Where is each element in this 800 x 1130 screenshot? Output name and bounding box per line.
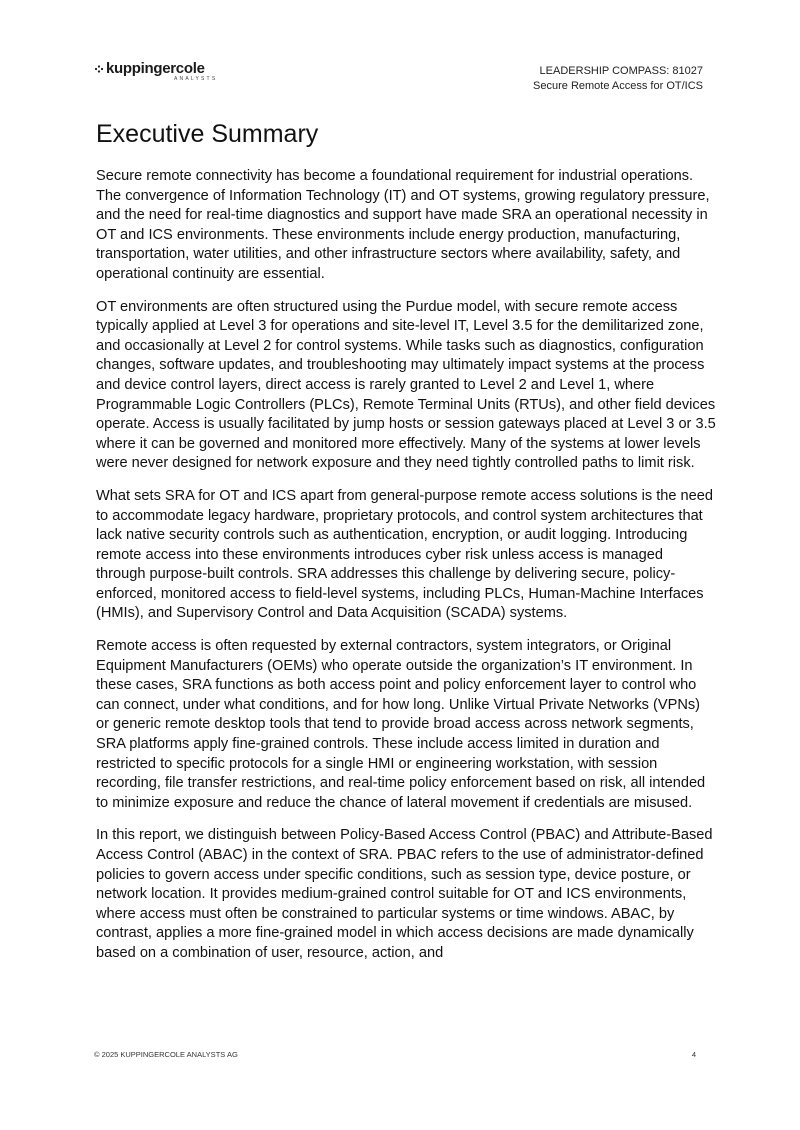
paragraph: In this report, we distinguish between Policy-Based Access Control (PBAC) and Attribute-Based Access Control (ABAC) in the context of SRA. PBAC refers to the use of administrator-defined policies to govern access under specific conditions, such as session type, device posture, or network location. It provides medium-grained control suitable for OT and ICS environments, where access must often be constrained to particular systems or time windows. ABAC, by contrast, applies a more fine-grained model in which access decisions are made dynamically based on a combination of user, resource, action, and: [96, 827, 713, 961]
paragraph: OT environments are often structured using the Purdue model, with secure remote access typically applied at Level 3 for operations and site-level IT, Level 3.5 for the demilitarized zone, and occasionally at Level 2 for control systems. While tasks such as diagnostics, configuration changes, software updates, and troubleshooting may ultimately impact systems at the process and device control layers, direct access is rarely granted to Level 2 and Level 1, where Programmable Logic Controllers (PLCs), Remote Terminal Units (RTUs), and other field devices operate. Access is usually facilitated by jump hosts or session gateways placed at Level 3 or 3.5 where it can be governed and monitored more effectively. Many of the systems at lower levels were never designed for network exposure and they need tightly controlled paths to limit risk.: [96, 298, 716, 472]
logo-subtext: ANALYSTS: [174, 76, 218, 82]
body-content: [96, 167, 716, 977]
company-logo: [94, 60, 234, 86]
document-header: [533, 64, 703, 94]
page-number: 4: [691, 1050, 696, 1059]
document-subtitle: Secure Remote Access for OT/ICS: [533, 80, 703, 92]
logo-brand: [94, 60, 205, 77]
document-id: LEADERSHIP COMPASS: 81027: [539, 65, 703, 77]
paragraph: Remote access is often requested by external contractors, system integrators, or Original Equipment Manufacturers (OEMs) who operate outside the organization’s IT environment. In these cases, SRA functions as both access point and policy enforcement layer to control who can connect, under what conditions, and for how long. Unlike Virtual Private Networks (VPNs) or generic remote desktop tools that tend to provide broad access across network segments, SRA platforms apply fine-grained controls. These include access limited in duration and restricted to specific protocols for a single HMI or engineering workstation, with session recording, file transfer restrictions, and real-time policy enforcement based on risk, all intended to minimize exposure and reduce the chance of lateral movement if credentials are misused.: [96, 638, 706, 811]
logo-mark-icon: [94, 64, 104, 74]
logo-text: kuppingercole: [106, 60, 205, 77]
paragraph: Secure remote connectivity has become a foundational requirement for industrial operations. The convergence of Information Technology (IT) and OT systems, growing regulatory pressure, and the need for real-time diagnostics and support have made SRA an operational necessity in OT and ICS environments. These environments include energy production, manufacturing, transportation, water utilities, and other infrastructure sectors where availability, safety, and operational continuity are essential.: [96, 168, 710, 282]
footer-copyright: © 2025 KUPPINGERCOLE ANALYSTS AG: [94, 1050, 238, 1059]
page-title: Executive Summary: [96, 120, 319, 148]
paragraph: What sets SRA for OT and ICS apart from general-purpose remote access solutions is the need to accommodate legacy hardware, proprietary protocols, and control system architectures that lack native security controls such as authentication, encryption, or audit logging. Introducing remote access into these environments introduces cyber risk unless access is managed through purpose-built controls. SRA addresses this challenge by delivering secure, policy-enforced, monitored access to field-level systems, including PLCs, Human-Machine Interfaces (HMIs), and Supervisory Control and Data Acquisition (SCADA) systems.: [96, 487, 714, 622]
